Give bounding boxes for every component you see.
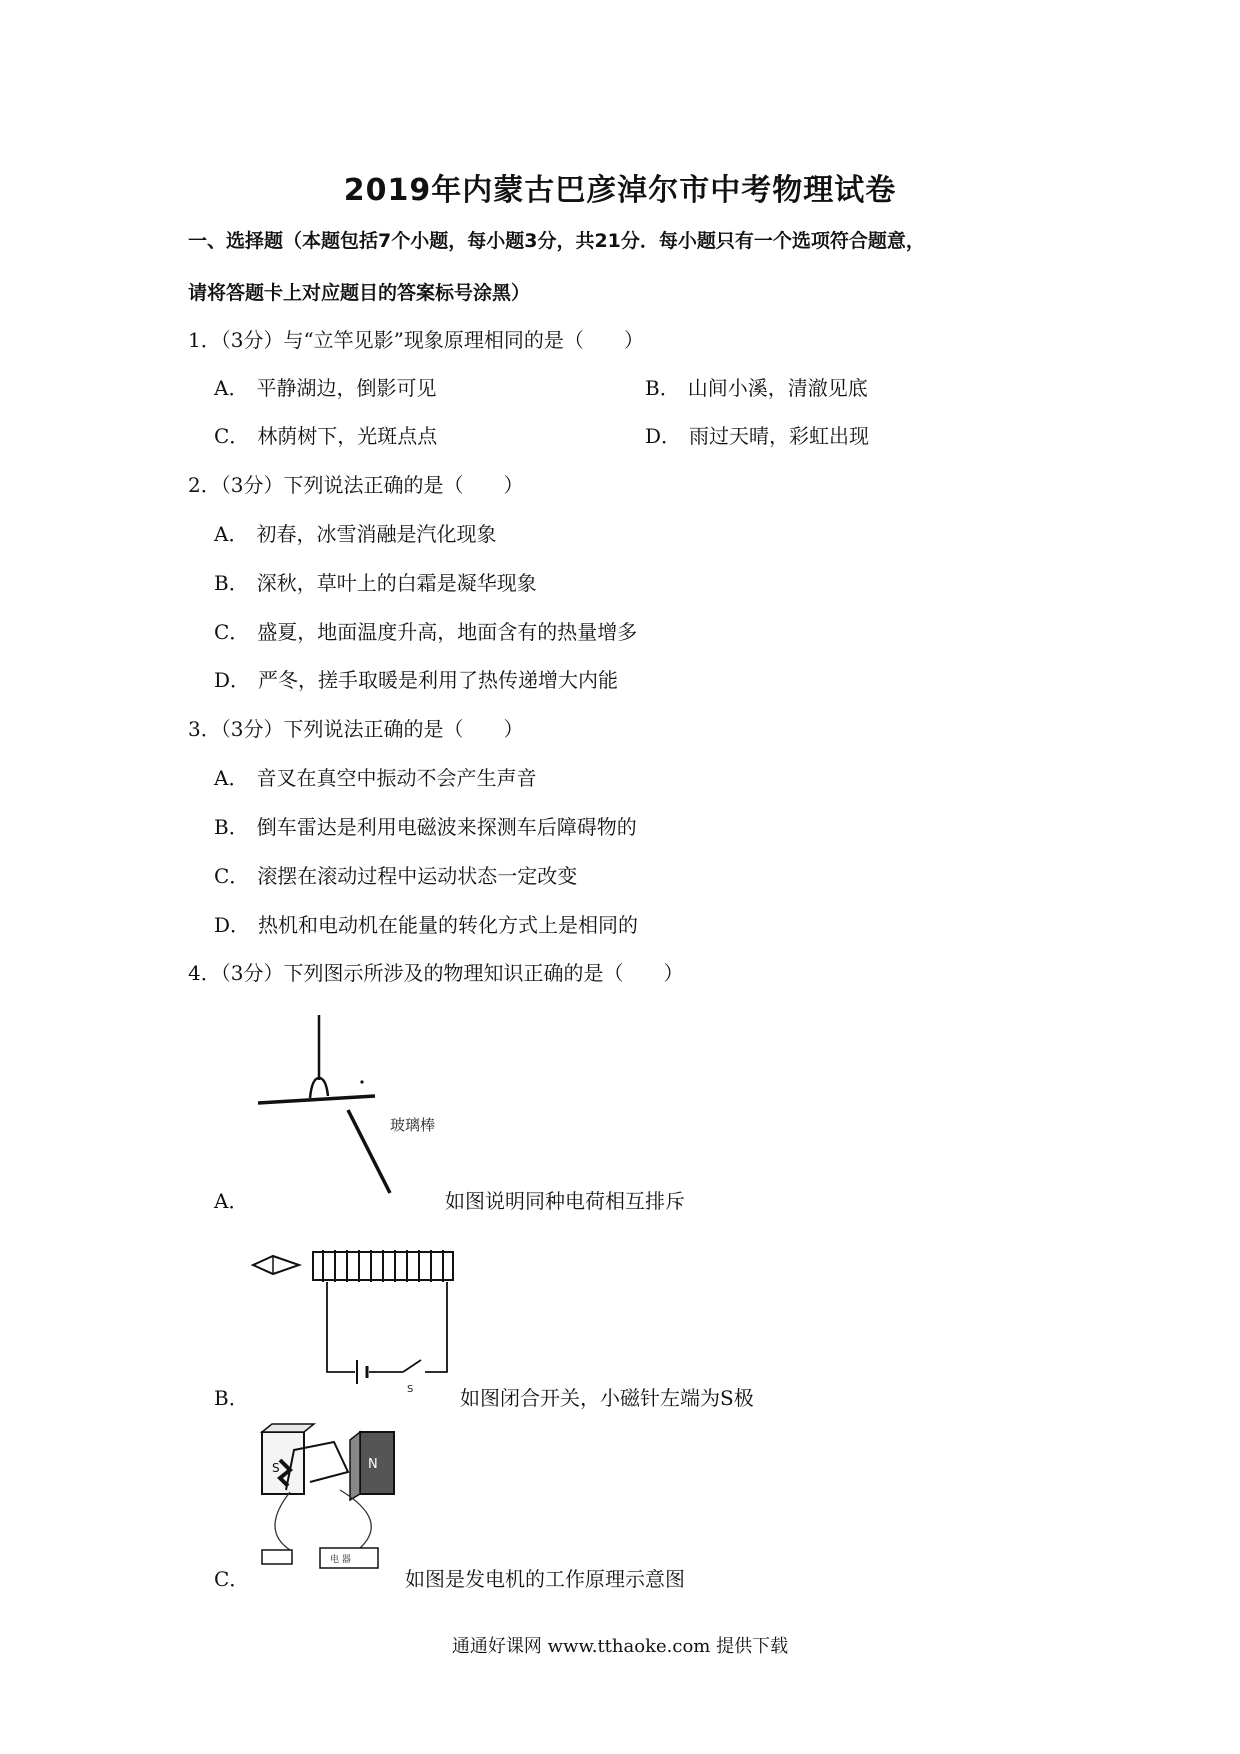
question-4-option-c-label: C． (214, 1567, 250, 1591)
question-4-option-b-label: B． (214, 1386, 249, 1410)
option-label: A． (214, 766, 249, 790)
meter-label: 电 器 (330, 1555, 351, 1565)
option-label: D． (214, 913, 251, 937)
question-1-option-d (645, 420, 869, 449)
question-1-option-c (214, 420, 437, 449)
section-heading (188, 215, 1088, 319)
question-2-option-d (214, 664, 618, 693)
switch-label: S (407, 1384, 414, 1395)
option-text: 平静湖边，倒影可见 (256, 376, 437, 400)
figure-generator (250, 1420, 410, 1580)
figure-charge-repulsion (250, 1010, 480, 1200)
option-text: 滚摆在滚动过程中运动状态一定改变 (257, 864, 578, 888)
option-label: D． (214, 668, 251, 692)
question-4-option-a-label: A． (214, 1189, 249, 1213)
circuit-wire-right (425, 1282, 447, 1372)
option-text: 林荫树下，光斑点点 (257, 424, 438, 448)
option-label: D． (645, 424, 682, 448)
option-text: 深秋，草叶上的白霜是凝华现象 (256, 571, 537, 595)
page-footer: 通通好课网 www.tthaoke.com 提供下载 (451, 1636, 789, 1657)
option-label: B． (214, 815, 249, 839)
switch-icon (403, 1360, 421, 1372)
option-text: 初春，冰雪消融是汽化现象 (256, 522, 497, 546)
charge-dot (360, 1080, 363, 1083)
solenoid-coil (323, 1250, 443, 1282)
suspended-rod (258, 1096, 375, 1103)
option-text: 热机和电动机在能量的转化方式上是相同的 (258, 913, 639, 937)
question-2-option-b (214, 567, 537, 596)
circuit-wire-left (327, 1282, 355, 1372)
question-1-option-a (214, 372, 436, 401)
option-text: 雨过天晴，彩虹出现 (689, 424, 870, 448)
question-4-option-b-caption: 如图闭合开关，小磁针左端为S极 (460, 1386, 754, 1410)
option-text: 严冬，搓手取暖是利用了热传递增大内能 (258, 668, 619, 692)
option-label: B． (645, 376, 680, 400)
option-text: 盛夏，地面温度升高，地面含有的热量增多 (257, 620, 638, 644)
question-4-stem: 4．（3分）下列图示所涉及的物理知识正确的是（ ） (188, 961, 684, 985)
n-pole-label: N (368, 1457, 378, 1472)
option-text: 音叉在真空中振动不会产生声音 (256, 766, 537, 790)
glass-rod-label: 玻璃棒 (390, 1116, 436, 1134)
lead-wire-left (275, 1492, 290, 1550)
question-1-stem: 1．（3分）与“立竿见影”现象原理相同的是（ ） (188, 328, 644, 352)
option-label: A． (214, 376, 249, 400)
question-2-stem: 2．（3分）下列说法正确的是（ ） (188, 473, 524, 497)
question-3-option-c (214, 860, 577, 889)
glass-rod (348, 1110, 390, 1193)
option-label: C． (214, 864, 250, 888)
rod-holder (310, 1078, 328, 1098)
question-3-option-d (214, 909, 638, 938)
figure-solenoid-circuit (245, 1240, 470, 1400)
option-label: A． (214, 522, 249, 546)
section-heading-line1: 一、选择题（本题包括7个小题，每小题3分，共21分．每小题只有一个选项符合题意， (188, 230, 925, 252)
question-3-option-a (214, 762, 536, 791)
option-label: B． (214, 571, 249, 595)
compass-needle-icon (253, 1256, 299, 1274)
section-heading-line2: 请将答题卡上对应题目的答案标号涂黑） (188, 282, 531, 304)
question-2-option-c (214, 616, 637, 645)
question-2-option-a (214, 518, 496, 547)
s-pole-label: S (272, 1461, 280, 1475)
option-label: C． (214, 424, 250, 448)
question-1-option-b (645, 372, 868, 401)
option-label: C． (214, 620, 250, 644)
page-title: 2019年内蒙古巴彦淖尔市中考物理试卷 (343, 173, 897, 208)
question-3-option-b (214, 811, 637, 840)
lead-wire-right (340, 1490, 371, 1548)
switch-box (262, 1550, 292, 1564)
question-3-stem: 3．（3分）下列说法正确的是（ ） (188, 717, 524, 741)
question-4-option-c-caption: 如图是发电机的工作原理示意图 (405, 1567, 685, 1591)
option-text: 山间小溪，清澈见底 (687, 376, 868, 400)
option-text: 倒车雷达是利用电磁波来探测车后障碍物的 (256, 815, 637, 839)
question-4-option-a-caption: 如图说明同种电荷相互排斥 (445, 1189, 685, 1213)
